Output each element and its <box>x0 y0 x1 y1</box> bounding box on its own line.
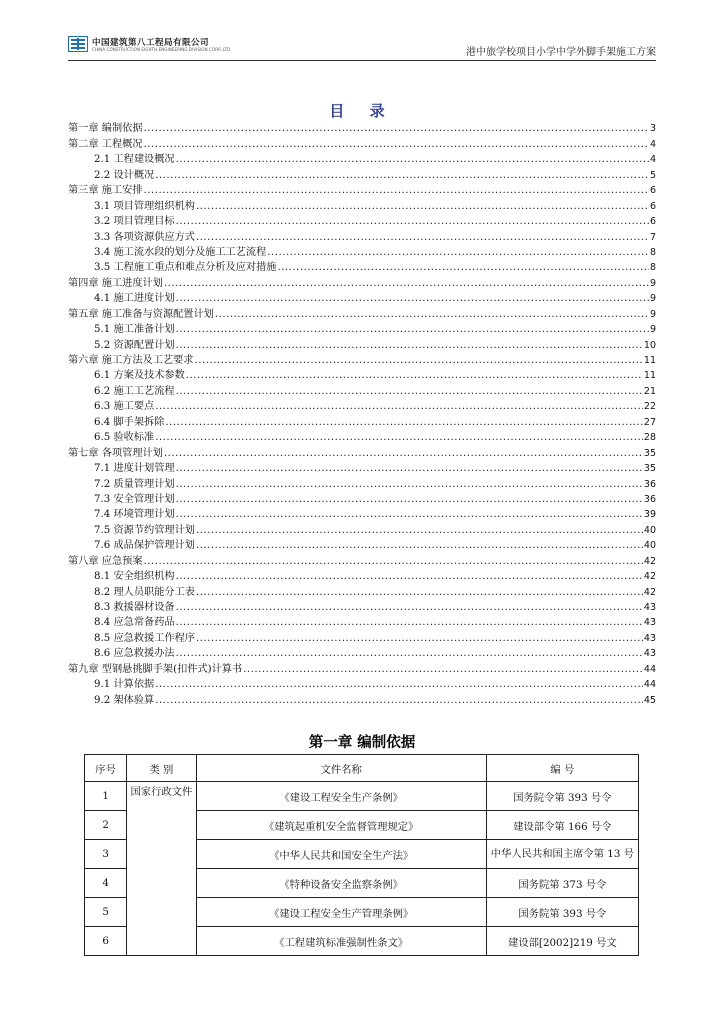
document-name: 《中华人民共和国安全生产法》 <box>196 840 486 869</box>
toc-leader-dots <box>176 323 649 337</box>
toc-entry[interactable] <box>68 229 656 244</box>
page-header <box>68 34 656 60</box>
toc-entry-page: 44 <box>643 679 656 691</box>
table-header-row <box>85 755 639 782</box>
toc-entry-page: 43 <box>643 617 656 629</box>
toc-leader-dots <box>155 400 643 414</box>
toc-leader-dots <box>267 246 649 260</box>
toc-entry-title: 第七章 各项管理计划 <box>68 447 163 459</box>
toc-leader-dots <box>215 308 649 322</box>
toc-leader-dots <box>176 462 643 476</box>
toc-entry-page: 6 <box>649 216 656 228</box>
toc-leader-dots <box>165 416 643 430</box>
toc-entry-title: 7.5 资源节约管理计划 <box>94 524 195 536</box>
toc-entry-page: 8 <box>649 262 656 274</box>
toc-leader-dots <box>155 694 643 708</box>
toc-entry[interactable] <box>68 368 656 383</box>
chapter-title: 第一章 编制依据 <box>308 735 416 751</box>
toc-entry[interactable] <box>68 445 656 460</box>
toc-leader-dots <box>196 586 643 600</box>
toc-entry[interactable] <box>68 121 656 136</box>
document-code: 建设部[2002]219 号文 <box>486 927 638 956</box>
company-name-english: CHINA CONSTRUCTION EIGHTH ENGINEERING DIVISION CORP.,LTD <box>92 47 231 52</box>
toc-entry[interactable] <box>68 383 656 398</box>
toc-entry-title: 8.5 应急救援工作程序 <box>94 632 195 644</box>
toc-entry-title: 4.1 施工进度计划 <box>94 293 175 305</box>
toc-entry[interactable] <box>68 275 656 290</box>
toc-entry-title: 6.1 方案及技术参数 <box>94 370 185 382</box>
toc-entry-page: 36 <box>643 493 656 505</box>
toc-entry-page: 4 <box>649 154 656 166</box>
toc-entry-page: 7 <box>649 231 656 243</box>
toc-leader-dots <box>186 369 643 383</box>
toc-entry[interactable] <box>68 399 656 414</box>
toc-entry-title: 7.4 环境管理计划 <box>94 509 175 521</box>
toc-entry-title: 3.5 工程施工重点和难点分析及应对措施 <box>94 262 277 274</box>
toc-entry[interactable] <box>68 306 656 321</box>
col-header-document-name: 文件名称 <box>196 755 486 782</box>
toc-entry[interactable] <box>68 677 656 692</box>
toc-entry-title: 5.2 资源配置计划 <box>94 339 175 351</box>
toc-entry-page: 11 <box>643 370 656 382</box>
toc-entry[interactable] <box>68 353 656 368</box>
toc-entry-page: 35 <box>643 447 656 459</box>
toc-entry-title: 7.2 质量管理计划 <box>94 478 175 490</box>
document-name: 《建设工程安全生产管理条例》 <box>196 898 486 927</box>
toc-entry-page: 42 <box>643 571 656 583</box>
toc-entry-page: 11 <box>643 355 656 366</box>
toc-entry-title: 第四章 施工进度计划 <box>68 277 163 289</box>
col-header-code: 编 号 <box>486 755 638 782</box>
toc-leader-dots <box>196 539 643 553</box>
document-code: 建设部令第 166 号令 <box>486 811 638 840</box>
toc-leader-dots <box>176 601 643 615</box>
toc-entry-page: 40 <box>643 540 656 552</box>
reference-table <box>84 754 639 956</box>
toc-entry-title: 第八章 应急预案 <box>68 555 143 567</box>
row-number: 4 <box>85 869 127 898</box>
toc-leader-dots <box>196 524 643 538</box>
toc-entry-page: 6 <box>649 185 656 197</box>
toc-entry[interactable] <box>68 646 656 661</box>
company-name: 中国建筑第八工程局有限公司 <box>92 38 210 48</box>
toc-leader-dots <box>176 616 643 630</box>
toc-entry-page: 27 <box>643 416 656 428</box>
toc-entry-page: 39 <box>643 509 656 521</box>
toc-entry-title: 2.1 工程建设概况 <box>94 154 175 166</box>
toc-leader-dots <box>196 200 649 214</box>
toc-entry-title: 第一章 编制依据 <box>68 123 143 135</box>
toc-entry-page: 22 <box>643 401 656 413</box>
toc-leader-dots <box>176 153 649 167</box>
toc-entry[interactable] <box>68 492 656 507</box>
toc-entry-title: 3.4 施工流水段的划分及施工工艺流程 <box>94 246 267 258</box>
toc-entry[interactable] <box>68 198 656 213</box>
toc-leader-dots <box>196 632 643 646</box>
row-number: 2 <box>85 811 127 840</box>
category-cell: 国家行政文件 <box>127 782 196 956</box>
toc-entry-title: 7.3 安全管理计划 <box>94 493 175 505</box>
toc-entry-title: 8.3 救援器材设备 <box>94 602 175 613</box>
toc-leader-dots <box>164 277 649 291</box>
document-code: 国务院第 373 号令 <box>486 869 638 898</box>
document-title: 港中旅学校项目小学中学外脚手架施工方案 <box>466 47 656 58</box>
toc-entry[interactable] <box>68 183 656 198</box>
toc-entry-title: 8.2 理人员职能分工表 <box>94 586 195 598</box>
document-name: 《工程建筑标准强制性条文》 <box>196 927 486 956</box>
toc-entry-title: 8.4 应急常备药品 <box>94 617 175 629</box>
toc-entry-title: 7.6 成品保护管理计划 <box>94 540 195 552</box>
toc-entry-page: 42 <box>643 555 656 567</box>
toc-leader-dots <box>144 555 643 569</box>
toc-leader-dots <box>144 138 649 152</box>
row-number: 3 <box>85 840 127 869</box>
toc-entry-title: 5.1 施工准备计划 <box>94 324 175 336</box>
table-row <box>85 782 639 811</box>
row-number: 6 <box>85 927 127 956</box>
document-code: 国务院第 393 号令 <box>486 898 638 927</box>
toc-entry[interactable] <box>68 476 656 491</box>
document-name: 《建设工程安全生产条例》 <box>196 782 486 811</box>
toc-entry-title: 2.2 设计概况 <box>94 169 155 181</box>
toc-entry-title: 9.2 架体验算 <box>94 694 155 706</box>
toc-entry-page: 45 <box>643 694 656 706</box>
toc-entry[interactable] <box>68 538 656 553</box>
row-number: 5 <box>85 898 127 927</box>
document-name: 《建筑起重机安全监督管理规定》 <box>196 811 486 840</box>
toc-leader-dots <box>243 663 643 677</box>
toc-entry[interactable] <box>68 692 656 707</box>
toc-entry-page: 10 <box>643 339 656 351</box>
col-header-category: 类 别 <box>127 755 196 782</box>
row-number: 1 <box>85 782 127 811</box>
toc-entry[interactable] <box>68 214 656 229</box>
col-header-number: 序号 <box>85 755 127 782</box>
toc-entry-page: 44 <box>643 663 656 675</box>
toc-leader-dots <box>176 215 649 229</box>
toc-entry-page: 28 <box>643 432 656 444</box>
toc-entry-title: 3.1 项目管理组织机构 <box>94 200 195 212</box>
toc-entry-page: 8 <box>649 246 656 258</box>
toc-leader-dots <box>155 431 643 445</box>
toc-entry[interactable] <box>68 152 656 167</box>
toc-entry-page: 43 <box>643 602 656 613</box>
toc-entry-title: 第三章 施工安排 <box>68 185 143 197</box>
toc-entry-page: 9 <box>649 308 656 320</box>
toc-leader-dots <box>196 231 649 245</box>
toc-leader-dots <box>176 493 643 507</box>
toc-entry-title: 第九章 型钢悬挑脚手架(扣件式)计算书 <box>68 663 243 675</box>
toc-entry-page: 21 <box>643 385 656 397</box>
toc-entry[interactable] <box>68 630 656 645</box>
toc-entry-title: 第五章 施工准备与资源配置计划 <box>68 308 214 320</box>
toc-entry-title: 3.3 各项资源供应方式 <box>94 231 195 243</box>
toc-entry[interactable] <box>68 322 656 337</box>
toc-entry-title: 7.1 进度计划管理 <box>94 463 175 475</box>
toc-entry-page: 43 <box>643 648 656 660</box>
toc-entry-page: 5 <box>649 169 656 181</box>
toc-leader-dots <box>176 292 649 306</box>
toc-entry[interactable] <box>68 291 656 306</box>
toc-leader-dots <box>176 647 643 661</box>
toc-entry-title: 6.4 脚手架拆除 <box>94 416 165 428</box>
toc-entry[interactable] <box>68 600 656 615</box>
toc-leader-dots <box>164 447 643 461</box>
toc-entry-page: 9 <box>649 277 656 289</box>
toc-entry[interactable] <box>68 136 656 151</box>
toc-entry-page: 9 <box>649 324 656 336</box>
toc-entry-title: 9.1 计算依据 <box>94 679 155 691</box>
toc-entry-title: 第六章 施工方法及工艺要求 <box>68 355 194 366</box>
toc-title: 目 录 <box>329 102 395 120</box>
toc-entry[interactable] <box>68 430 656 445</box>
toc-leader-dots <box>155 169 649 183</box>
toc-leader-dots <box>144 122 649 136</box>
toc-entry-page: 3 <box>649 123 656 135</box>
toc-entry[interactable] <box>68 260 656 275</box>
company-logo-icon <box>68 36 88 52</box>
document-name: 《特种设备安全监察条例》 <box>196 869 486 898</box>
toc-entry-title: 6.2 施工工艺流程 <box>94 385 175 397</box>
toc-entry-title: 8.6 应急救援办法 <box>94 648 175 660</box>
toc-entry[interactable] <box>68 167 656 182</box>
toc-entry-title: 第二章 工程概况 <box>68 138 143 150</box>
toc-leader-dots <box>155 678 643 692</box>
toc-entry-page: 6 <box>649 200 656 212</box>
toc-entry-page: 35 <box>643 463 656 475</box>
toc-entry[interactable] <box>68 553 656 568</box>
table-of-contents <box>68 121 656 708</box>
toc-entry[interactable] <box>68 245 656 260</box>
toc-entry-title: 3.2 项目管理目标 <box>94 216 175 228</box>
toc-leader-dots <box>277 261 649 275</box>
toc-entry[interactable] <box>68 569 656 584</box>
toc-entry[interactable] <box>68 507 656 522</box>
toc-entry[interactable] <box>68 584 656 599</box>
toc-leader-dots <box>176 478 643 492</box>
toc-entry-title: 6.3 施工要点 <box>94 401 155 413</box>
toc-entry-page: 43 <box>643 632 656 644</box>
toc-leader-dots <box>195 354 643 368</box>
toc-entry-page: 42 <box>643 586 656 598</box>
toc-leader-dots <box>176 385 643 399</box>
document-code: 国务院令第 393 号令 <box>486 782 638 811</box>
toc-leader-dots <box>176 570 643 584</box>
toc-entry[interactable] <box>68 337 656 352</box>
toc-entry-page: 36 <box>643 478 656 490</box>
toc-leader-dots <box>176 508 643 522</box>
toc-entry[interactable] <box>68 522 656 537</box>
toc-entry-title: 6.5 验收标准 <box>94 432 155 444</box>
toc-entry[interactable] <box>68 461 656 476</box>
toc-entry[interactable] <box>68 615 656 630</box>
toc-leader-dots <box>144 184 649 198</box>
toc-entry-page: 40 <box>643 524 656 536</box>
document-code: 中华人民共和国主席令第 13 号 <box>486 840 638 869</box>
header-divider <box>68 60 656 61</box>
toc-entry-title: 8.1 安全组织机构 <box>94 571 175 583</box>
toc-entry[interactable] <box>68 414 656 429</box>
toc-entry-page: 4 <box>649 138 656 150</box>
toc-entry[interactable] <box>68 661 656 676</box>
toc-entry-page: 9 <box>649 293 656 305</box>
toc-leader-dots <box>176 339 643 353</box>
